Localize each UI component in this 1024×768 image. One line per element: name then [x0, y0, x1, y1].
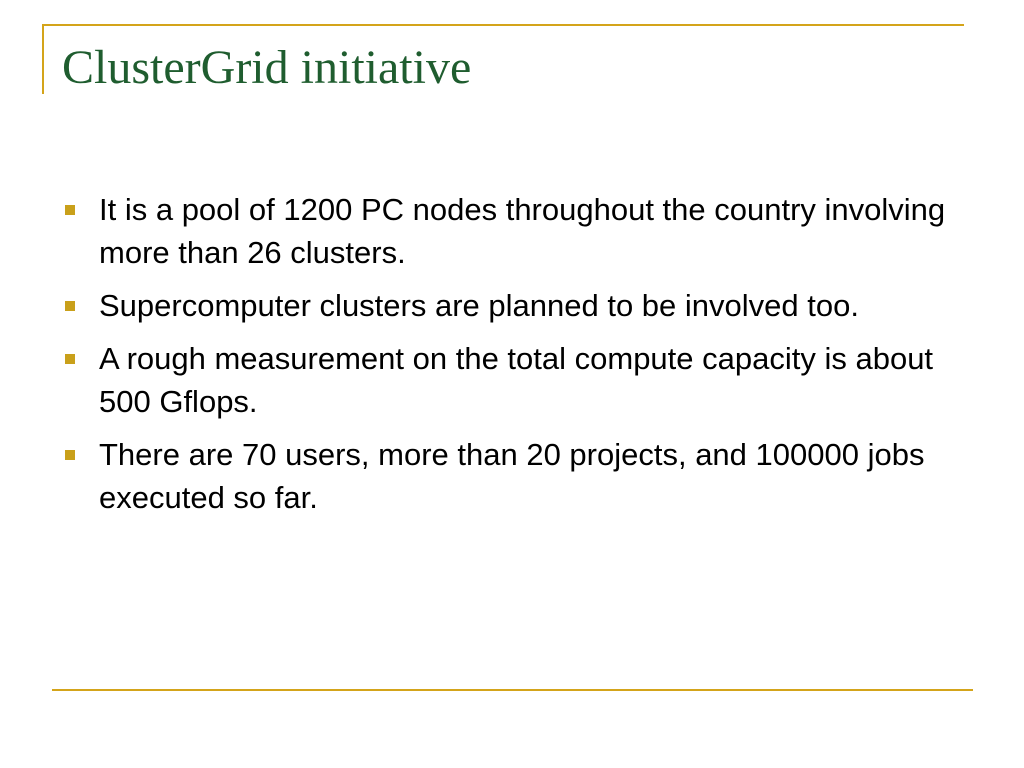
- title-top-rule: [42, 24, 964, 26]
- title-left-rule: [42, 24, 44, 94]
- bullet-item: [62, 337, 972, 423]
- bullet-item: [62, 188, 972, 274]
- bullet-text: There are 70 users, more than 20 projects, and 100000 jobs executed so far.: [99, 437, 925, 515]
- bullet-list: [62, 188, 972, 529]
- bullet-text: A rough measurement on the total compute capacity is about 500 Gflops.: [99, 341, 934, 419]
- square-bullet-icon: [65, 450, 75, 460]
- square-bullet-icon: [65, 205, 75, 215]
- square-bullet-icon: [65, 301, 75, 311]
- bullet-text: Supercomputer clusters are planned to be involved too.: [99, 288, 859, 323]
- bullet-text: It is a pool of 1200 PC nodes throughout the country involving more than 26 clusters.: [99, 192, 946, 270]
- bullet-item: [62, 284, 972, 327]
- square-bullet-icon: [65, 354, 75, 364]
- slide-title: ClusterGrid initiative: [62, 41, 472, 94]
- footer-rule: [52, 689, 973, 691]
- bullet-item: [62, 433, 972, 519]
